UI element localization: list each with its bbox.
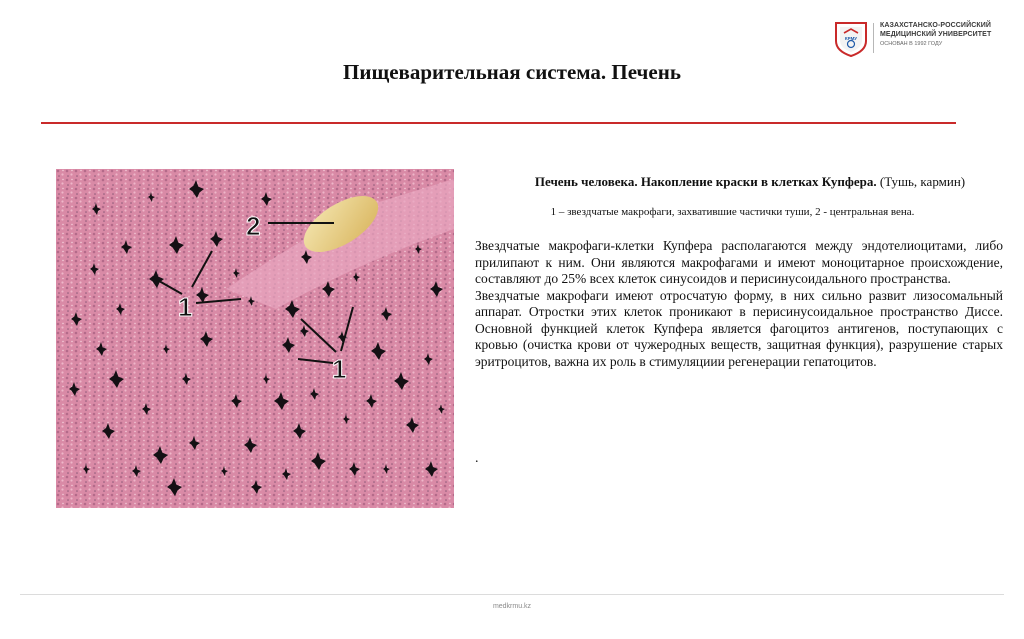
trailing-dot: . [475, 451, 479, 466]
image-label-1-left: 1 [178, 292, 193, 322]
slide-title: Пищеварительная система. Печень [343, 60, 681, 84]
university-logo [833, 19, 1023, 59]
description-text [475, 238, 1003, 370]
logo-line-3: ОСНОВАН В 1992 ГОДУ [880, 41, 943, 47]
footer-divider [20, 594, 1004, 595]
liver-micrograph [56, 169, 454, 508]
paragraph-1: Звездчатые макрофаги-клетки Купфера располагаются между эндотелиоцитами, либо прилипают к ним. Они являются макрофагами и имеют моноцитарное происхождение, составляют до 25% всех клеток синусоидов и перисинусоидального пространства. [475, 238, 1003, 286]
figure-legend: 1 – звездчатые макрофаги, захватившие частички туши, 2 - центральная вена. [550, 206, 915, 218]
title-divider [41, 122, 956, 124]
micrograph-image [56, 169, 454, 508]
logo-badge-text: КРМУ [844, 36, 858, 41]
figure-caption-title: Печень человека. Накопление краски в клетках Купфера. [534, 174, 877, 189]
image-label-1-right: 1 [332, 354, 347, 384]
university-shield-icon [833, 19, 869, 57]
paragraph-2: Звездчатые макрофаги имеют отросчатую форму, в них сильно развит лизосомальный аппарат. Отростки этих клеток проникают в перисинусоидальное пространство Диссе. Основной функцией клеток Купфера является фагоцитоз антигенов, поступающих с кровью (очистка крови от чужеродных веществ, защитная функция), разрушение старых эритроцитов, важна их роль в стимуляциии регенерации гепатоцитов. [475, 287, 1003, 369]
logo-line-1: КАЗАХСТАНСКО-РОССИЙСКИЙ [880, 22, 991, 29]
footer-site: medkrmu.kz [492, 603, 532, 610]
logo-divider [873, 23, 874, 53]
logo-text [880, 21, 991, 49]
figure-caption [475, 174, 1024, 190]
image-label-2: 2 [246, 211, 261, 241]
logo-line-2: МЕДИЦИНСКИЙ УНИВЕРСИТЕТ [880, 31, 992, 38]
figure-caption-stain: (Тушь, кармин) [876, 174, 966, 189]
